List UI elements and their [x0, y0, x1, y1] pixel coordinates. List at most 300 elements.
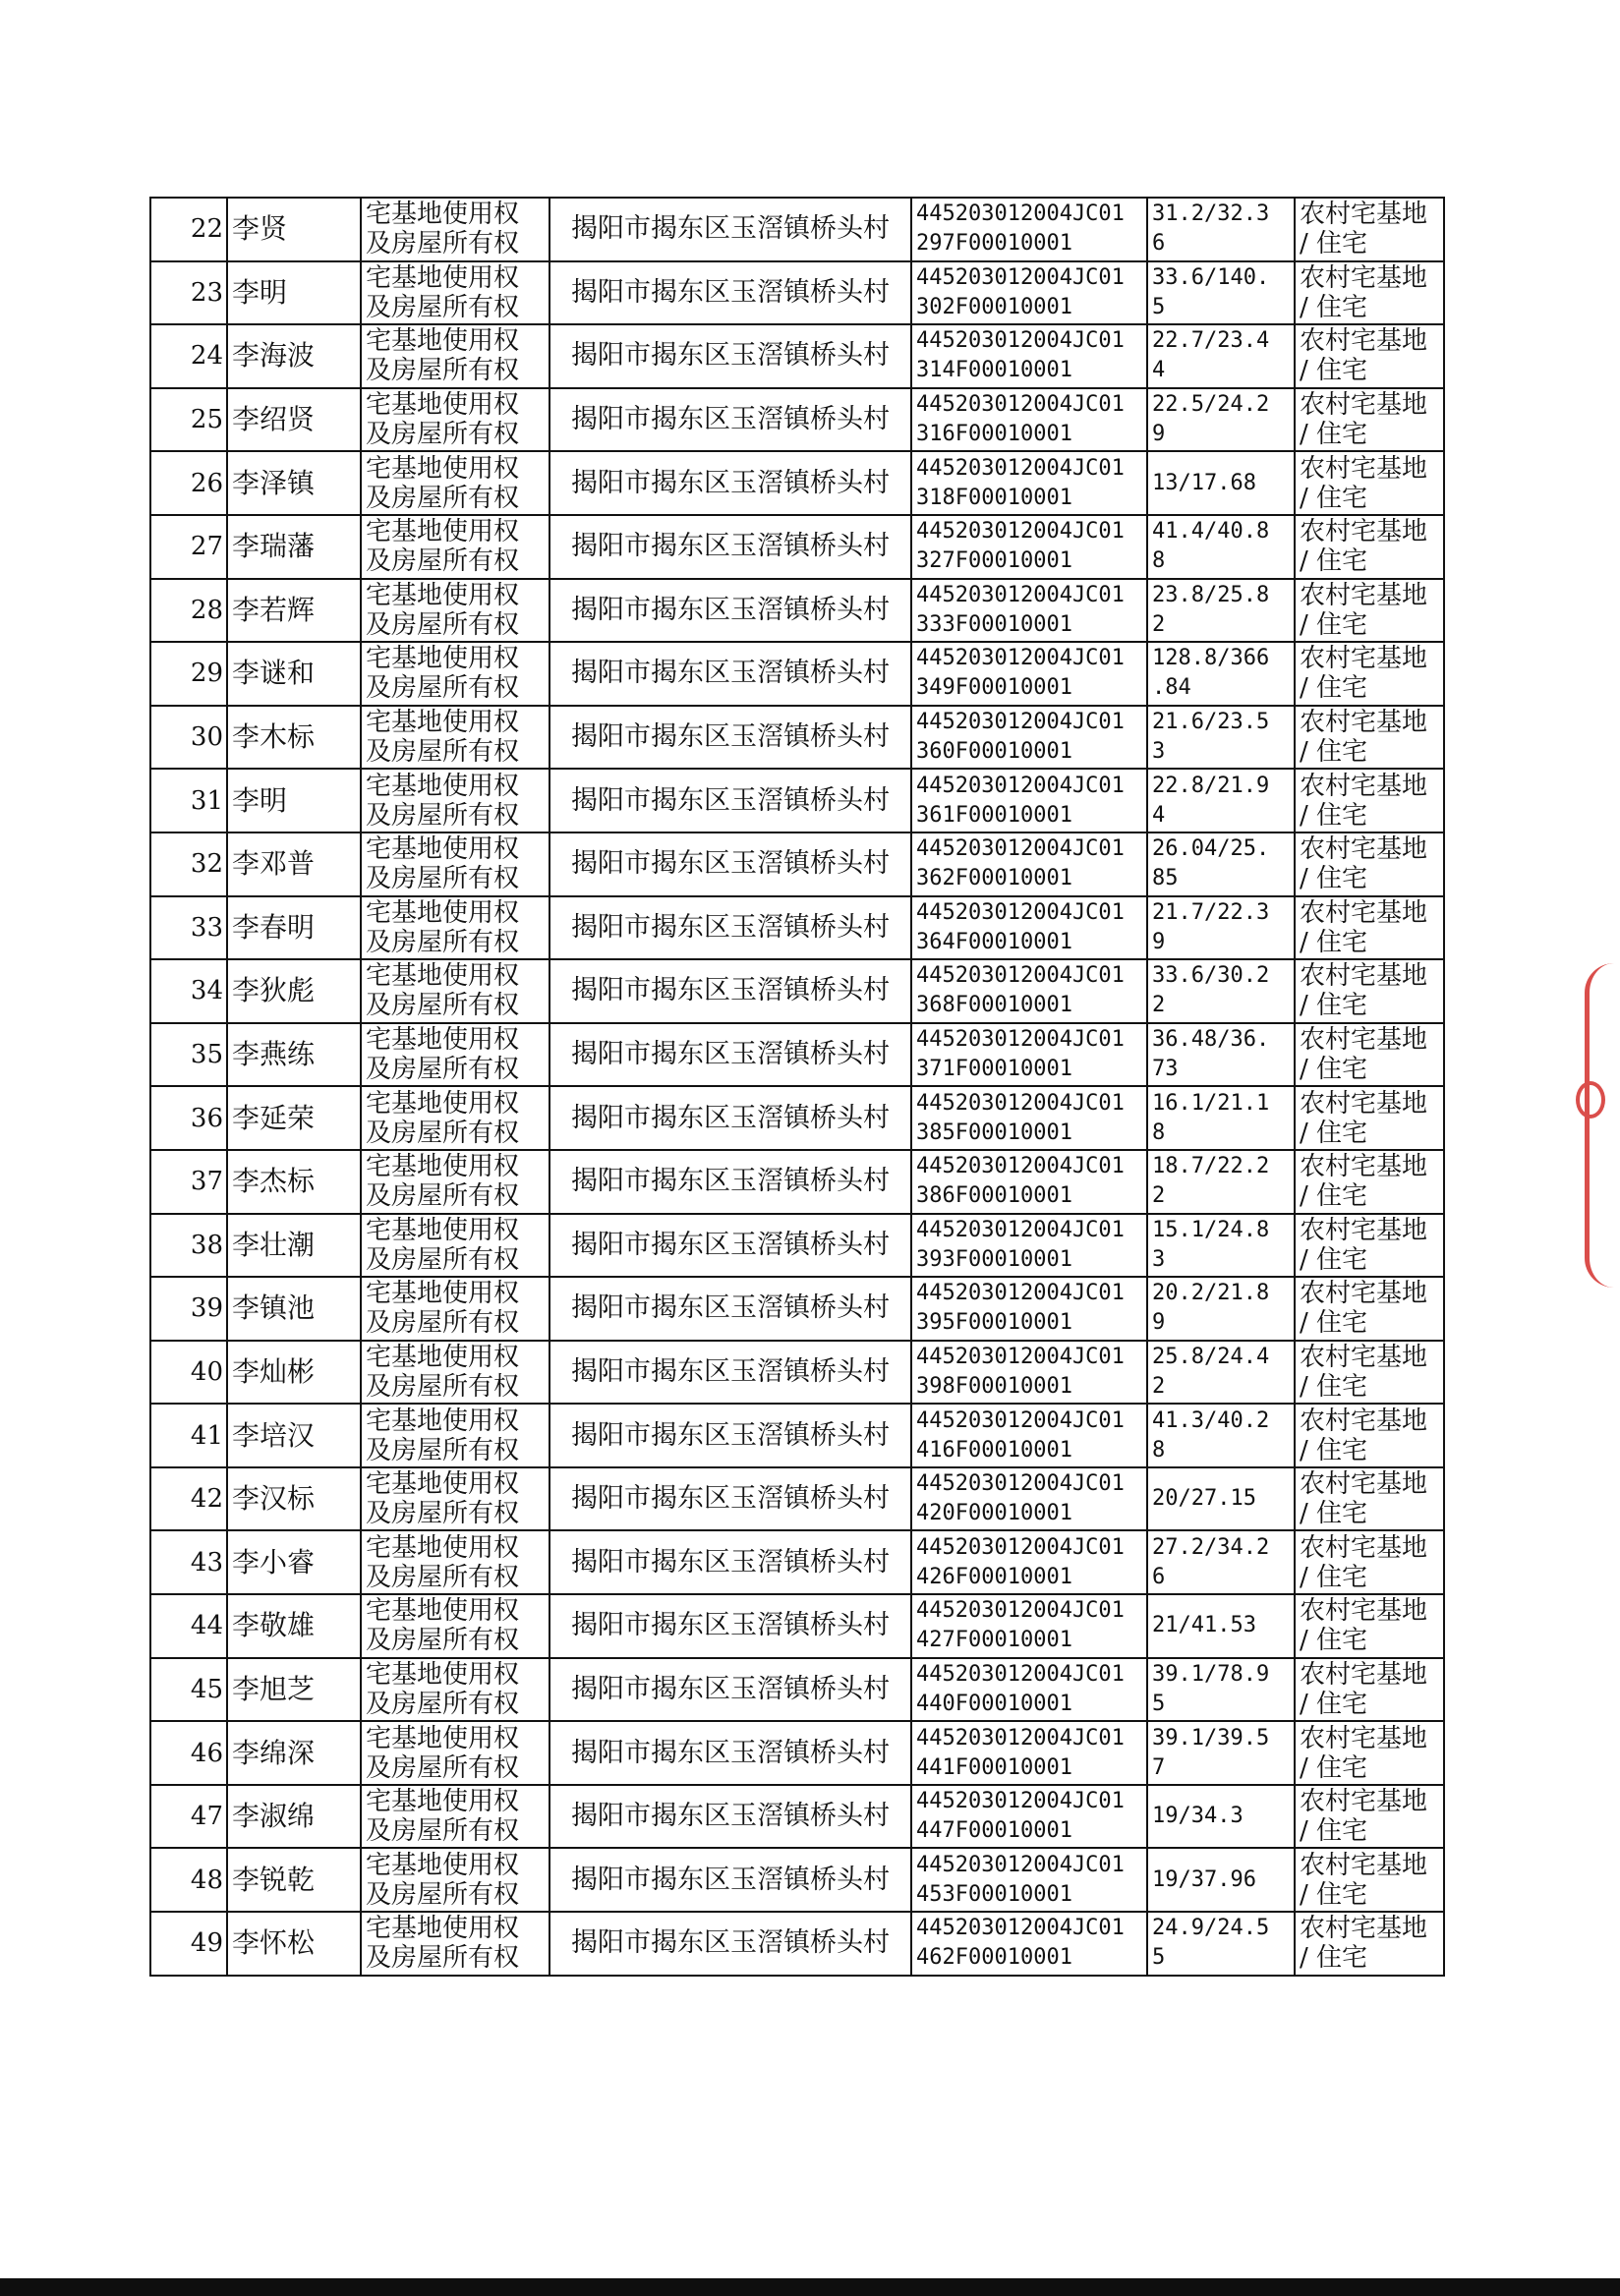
owner-name: 李泽镇: [232, 466, 316, 499]
table-row: [150, 1785, 1444, 1849]
area-value-cell: [1147, 451, 1295, 515]
table-row: [150, 198, 1444, 261]
owner-name-cell: [227, 769, 361, 832]
land-use-cell: [1295, 1277, 1444, 1341]
unit-code-cell: [911, 198, 1147, 261]
row-number-cell: [150, 832, 227, 896]
land-use: 农村宅基地 / 住宅: [1300, 1596, 1428, 1656]
row-number: 39: [190, 1293, 223, 1324]
owner-name-cell: [227, 388, 361, 452]
row-number-cell: [150, 1341, 227, 1405]
property-address: 揭阳市揭东区玉滘镇桥头村: [571, 531, 890, 562]
property-address-cell: [550, 1530, 911, 1594]
property-address: 揭阳市揭东区玉滘镇桥头村: [571, 213, 890, 245]
property-address: 揭阳市揭东区玉滘镇桥头村: [571, 1166, 890, 1197]
right-type: 宅基地使用权 及房屋所有权: [366, 1659, 520, 1719]
owner-name: 李明: [232, 275, 288, 309]
area-value: 41.4/40.8 8: [1152, 519, 1270, 574]
land-use-cell: [1295, 324, 1444, 388]
table-row: [150, 515, 1444, 579]
owner-name-cell: [227, 959, 361, 1023]
unit-code: 445203012004JC01 333F00010001: [916, 582, 1125, 637]
row-number-cell: [150, 959, 227, 1023]
right-type-cell: [361, 959, 550, 1023]
area-value-cell: [1147, 642, 1295, 706]
area-value: 19/37.96: [1152, 1866, 1256, 1892]
land-use: 农村宅基地 / 住宅: [1300, 262, 1428, 322]
area-value: 33.6/30.2 2: [1152, 963, 1270, 1018]
property-address-cell: [550, 324, 911, 388]
unit-code: 445203012004JC01 302F00010001: [916, 264, 1125, 319]
right-type: 宅基地使用权 及房屋所有权: [366, 1406, 520, 1465]
property-address-cell: [550, 198, 911, 261]
area-value-cell: [1147, 1658, 1295, 1722]
row-number-cell: [150, 579, 227, 643]
owner-name-cell: [227, 642, 361, 706]
row-number: 22: [190, 214, 223, 245]
area-value: 20/27.15: [1152, 1486, 1256, 1512]
land-use-cell: [1295, 579, 1444, 643]
owner-name-cell: [227, 1785, 361, 1849]
area-value: 25.8/24.4 2: [1152, 1344, 1270, 1399]
owner-name-cell: [227, 1467, 361, 1531]
right-type-cell: [361, 324, 550, 388]
property-address-cell: [550, 769, 911, 832]
owner-name-cell: [227, 1341, 361, 1405]
table-row: [150, 579, 1444, 643]
right-type-cell: [361, 1214, 550, 1278]
property-address: 揭阳市揭东区玉滘镇桥头村: [571, 975, 890, 1006]
row-number: 47: [190, 1802, 223, 1832]
right-type: 宅基地使用权 及房屋所有权: [366, 262, 520, 322]
row-number: 28: [190, 595, 223, 625]
area-value: 128.8/366 .84: [1152, 646, 1270, 701]
area-value-cell: [1147, 1721, 1295, 1785]
owner-name-cell: [227, 1214, 361, 1278]
right-type: 宅基地使用权 及房屋所有权: [366, 1787, 520, 1847]
row-number-cell: [150, 1785, 227, 1849]
land-use: 农村宅基地 / 住宅: [1300, 453, 1428, 513]
table-row: [150, 832, 1444, 896]
area-value-cell: [1147, 959, 1295, 1023]
right-type: 宅基地使用权 及房屋所有权: [366, 1088, 520, 1148]
unit-code: 445203012004JC01 398F00010001: [916, 1344, 1125, 1399]
unit-code-cell: [911, 1912, 1147, 1976]
area-value-cell: [1147, 1530, 1295, 1594]
area-value-cell: [1147, 1214, 1295, 1278]
owner-name: 李贤: [232, 212, 288, 246]
right-type: 宅基地使用权 及房屋所有权: [366, 517, 520, 577]
land-use-cell: [1295, 1214, 1444, 1278]
property-address-cell: [550, 1023, 911, 1087]
property-address: 揭阳市揭东区玉滘镇桥头村: [571, 1927, 890, 1959]
property-address-cell: [550, 1150, 911, 1214]
right-type: 宅基地使用权 及房屋所有权: [366, 1215, 520, 1275]
land-use: 农村宅基地 / 住宅: [1300, 1469, 1428, 1529]
right-type-cell: [361, 1277, 550, 1341]
area-value-cell: [1147, 1086, 1295, 1150]
land-use-cell: [1295, 1467, 1444, 1531]
owner-name: 李燕练: [232, 1038, 316, 1071]
land-use-cell: [1295, 261, 1444, 325]
unit-code: 445203012004JC01 364F00010001: [916, 899, 1125, 954]
unit-code-cell: [911, 832, 1147, 896]
row-number-cell: [150, 1277, 227, 1341]
owner-name: 李汉标: [232, 1482, 316, 1516]
right-type-cell: [361, 1785, 550, 1849]
row-number: 43: [190, 1547, 223, 1578]
owner-name-cell: [227, 515, 361, 579]
land-use-cell: [1295, 1150, 1444, 1214]
right-type-cell: [361, 896, 550, 960]
owner-name-cell: [227, 1404, 361, 1467]
owner-name: 李谜和: [232, 657, 316, 690]
right-type-cell: [361, 1467, 550, 1531]
owner-name: 李镇池: [232, 1292, 316, 1325]
area-value: 36.48/36. 73: [1152, 1027, 1270, 1082]
land-use-cell: [1295, 451, 1444, 515]
owner-name: 李旭芝: [232, 1672, 316, 1705]
table-row: [150, 1912, 1444, 1976]
row-number: 49: [190, 1928, 223, 1959]
area-value: 23.8/25.8 2: [1152, 582, 1270, 637]
land-use: 农村宅基地 / 住宅: [1300, 326, 1428, 386]
table-row: [150, 1848, 1444, 1912]
land-use: 农村宅基地 / 住宅: [1300, 1215, 1428, 1275]
owner-name: 李壮潮: [232, 1228, 316, 1261]
property-address: 揭阳市揭东区玉滘镇桥头村: [571, 1673, 890, 1704]
table-row: [150, 1530, 1444, 1594]
unit-code-cell: [911, 1214, 1147, 1278]
area-value-cell: [1147, 1912, 1295, 1976]
table-row: [150, 1023, 1444, 1087]
row-number: 24: [190, 341, 223, 372]
unit-code-cell: [911, 1086, 1147, 1150]
area-value: 22.5/24.2 9: [1152, 392, 1270, 447]
unit-code-cell: [911, 642, 1147, 706]
area-value-cell: [1147, 1785, 1295, 1849]
right-type-cell: [361, 1912, 550, 1976]
property-address: 揭阳市揭东区玉滘镇桥头村: [571, 1737, 890, 1768]
area-value: 13/17.68: [1152, 470, 1256, 495]
land-use: 农村宅基地 / 住宅: [1300, 1723, 1428, 1783]
row-number: 37: [190, 1167, 223, 1197]
owner-name: 李敬雄: [232, 1609, 316, 1642]
unit-code: 445203012004JC01 427F00010001: [916, 1598, 1125, 1653]
right-type: 宅基地使用权 及房屋所有权: [366, 390, 520, 450]
row-number-cell: [150, 1023, 227, 1087]
unit-code-cell: [911, 959, 1147, 1023]
area-value-cell: [1147, 1848, 1295, 1912]
area-value: 21/41.53: [1152, 1613, 1256, 1638]
right-type: 宅基地使用权 及房屋所有权: [366, 200, 520, 259]
property-address: 揭阳市揭东区玉滘镇桥头村: [571, 1864, 890, 1895]
right-type: 宅基地使用权 及房屋所有权: [366, 580, 520, 640]
unit-code: 445203012004JC01 462F00010001: [916, 1916, 1125, 1971]
scan-bottom-edge: [0, 2278, 1620, 2296]
land-use: 农村宅基地 / 住宅: [1300, 200, 1428, 259]
property-address-cell: [550, 579, 911, 643]
table-row: [150, 1721, 1444, 1785]
table-row: [150, 1404, 1444, 1467]
row-number: 25: [190, 405, 223, 435]
property-address: 揭阳市揭东区玉滘镇桥头村: [571, 467, 890, 498]
row-number: 34: [190, 976, 223, 1006]
owner-name: 李绍贤: [232, 403, 316, 436]
unit-code-cell: [911, 1594, 1147, 1658]
property-address: 揭阳市揭东区玉滘镇桥头村: [571, 1229, 890, 1260]
land-use: 农村宅基地 / 住宅: [1300, 1342, 1428, 1402]
property-address-cell: [550, 896, 911, 960]
land-use: 农村宅基地 / 住宅: [1300, 1914, 1428, 1974]
owner-name-cell: [227, 1530, 361, 1594]
land-use-cell: [1295, 1912, 1444, 1976]
area-value: 21.7/22.3 9: [1152, 899, 1270, 954]
area-value: 15.1/24.8 3: [1152, 1217, 1270, 1272]
row-number-cell: [150, 1530, 227, 1594]
land-use: 农村宅基地 / 住宅: [1300, 1406, 1428, 1465]
table-body: [150, 198, 1444, 1976]
right-type-cell: [361, 1530, 550, 1594]
land-use-cell: [1295, 388, 1444, 452]
area-value: 41.3/40.2 8: [1152, 1407, 1270, 1463]
property-address-cell: [550, 1658, 911, 1722]
property-address: 揭阳市揭东区玉滘镇桥头村: [571, 721, 890, 753]
unit-code-cell: [911, 1277, 1147, 1341]
row-number-cell: [150, 1150, 227, 1214]
unit-code: 445203012004JC01 368F00010001: [916, 963, 1125, 1018]
right-type: 宅基地使用权 及房屋所有权: [366, 1850, 520, 1910]
property-address-cell: [550, 1404, 911, 1467]
right-type-cell: [361, 198, 550, 261]
row-number: 44: [190, 1611, 223, 1641]
area-value: 33.6/140. 5: [1152, 264, 1270, 319]
row-number-cell: [150, 1721, 227, 1785]
table-row: [150, 451, 1444, 515]
unit-code-cell: [911, 1150, 1147, 1214]
land-use-cell: [1295, 1594, 1444, 1658]
land-use-cell: [1295, 832, 1444, 896]
land-use-cell: [1295, 515, 1444, 579]
property-address-cell: [550, 642, 911, 706]
owner-name: 李绵深: [232, 1736, 316, 1769]
property-address-cell: [550, 1848, 911, 1912]
area-value-cell: [1147, 515, 1295, 579]
row-number-cell: [150, 388, 227, 452]
area-value-cell: [1147, 261, 1295, 325]
right-type: 宅基地使用权 及房屋所有权: [366, 1025, 520, 1085]
right-type-cell: [361, 1848, 550, 1912]
right-type: 宅基地使用权 及房屋所有权: [366, 1723, 520, 1783]
area-value: 22.8/21.9 4: [1152, 773, 1270, 828]
owner-name-cell: [227, 1912, 361, 1976]
row-number: 32: [190, 849, 223, 880]
table-row: [150, 1341, 1444, 1405]
unit-code: 445203012004JC01 440F00010001: [916, 1661, 1125, 1716]
unit-code-cell: [911, 706, 1147, 770]
property-address: 揭阳市揭东区玉滘镇桥头村: [571, 1610, 890, 1641]
owner-name: 李木标: [232, 720, 316, 754]
area-value: 26.04/25. 85: [1152, 836, 1270, 891]
area-value: 24.9/24.5 5: [1152, 1916, 1270, 1971]
land-use-cell: [1295, 1341, 1444, 1405]
property-address: 揭阳市揭东区玉滘镇桥头村: [571, 848, 890, 880]
table-row: [150, 642, 1444, 706]
property-address-cell: [550, 1086, 911, 1150]
property-address-cell: [550, 1721, 911, 1785]
area-value-cell: [1147, 896, 1295, 960]
owner-name: 李灿彬: [232, 1354, 316, 1388]
area-value-cell: [1147, 1023, 1295, 1087]
property-address-cell: [550, 706, 911, 770]
property-address-cell: [550, 261, 911, 325]
land-use-cell: [1295, 1848, 1444, 1912]
area-value-cell: [1147, 769, 1295, 832]
owner-name: 李淑绵: [232, 1800, 316, 1833]
row-number-cell: [150, 706, 227, 770]
red-seal-stamp-edge: [1585, 963, 1620, 1288]
area-value: 39.1/78.9 5: [1152, 1661, 1270, 1716]
unit-code-cell: [911, 769, 1147, 832]
property-address: 揭阳市揭东区玉滘镇桥头村: [571, 1102, 890, 1133]
owner-name: 李瑞藩: [232, 530, 316, 563]
area-value-cell: [1147, 706, 1295, 770]
unit-code: 445203012004JC01 327F00010001: [916, 519, 1125, 574]
row-number: 30: [190, 722, 223, 753]
unit-code: 445203012004JC01 416F00010001: [916, 1407, 1125, 1463]
right-type-cell: [361, 261, 550, 325]
unit-code: 445203012004JC01 360F00010001: [916, 710, 1125, 765]
property-address-cell: [550, 1912, 911, 1976]
owner-name-cell: [227, 1848, 361, 1912]
row-number-cell: [150, 1658, 227, 1722]
unit-code-cell: [911, 261, 1147, 325]
land-use: 农村宅基地 / 住宅: [1300, 1088, 1428, 1148]
owner-name: 李若辉: [232, 593, 316, 626]
unit-code-cell: [911, 1530, 1147, 1594]
table-row: [150, 896, 1444, 960]
owner-name-cell: [227, 1023, 361, 1087]
row-number: 31: [190, 785, 223, 816]
row-number: 38: [190, 1230, 223, 1260]
area-value-cell: [1147, 1467, 1295, 1531]
unit-code: 445203012004JC01 420F00010001: [916, 1471, 1125, 1526]
land-use: 农村宅基地 / 住宅: [1300, 390, 1428, 450]
row-number: 27: [190, 532, 223, 562]
unit-code-cell: [911, 515, 1147, 579]
land-use: 农村宅基地 / 住宅: [1300, 1532, 1428, 1592]
unit-code: 445203012004JC01 386F00010001: [916, 1154, 1125, 1209]
row-number: 42: [190, 1484, 223, 1515]
row-number: 33: [190, 912, 223, 943]
land-use-cell: [1295, 1086, 1444, 1150]
row-number: 40: [190, 1356, 223, 1387]
property-address: 揭阳市揭东区玉滘镇桥头村: [571, 1483, 890, 1515]
table-row: [150, 1214, 1444, 1278]
area-value: 16.1/21.1 8: [1152, 1090, 1270, 1145]
registry-table-container: [149, 197, 1445, 1977]
unit-code-cell: [911, 1341, 1147, 1405]
area-value: 20.2/21.8 9: [1152, 1281, 1270, 1336]
property-address-cell: [550, 1277, 911, 1341]
unit-code: 445203012004JC01 385F00010001: [916, 1090, 1125, 1145]
row-number: 23: [190, 277, 223, 308]
right-type-cell: [361, 515, 550, 579]
row-number-cell: [150, 261, 227, 325]
owner-name: 李邓普: [232, 847, 316, 881]
table-row: [150, 1467, 1444, 1531]
property-address-cell: [550, 1467, 911, 1531]
owner-name-cell: [227, 1658, 361, 1722]
land-use-cell: [1295, 1721, 1444, 1785]
table-row: [150, 388, 1444, 452]
unit-code: 445203012004JC01 362F00010001: [916, 836, 1125, 891]
table-row: [150, 1150, 1444, 1214]
owner-name: 李狄彪: [232, 974, 316, 1007]
unit-code-cell: [911, 896, 1147, 960]
property-address: 揭阳市揭东区玉滘镇桥头村: [571, 1419, 890, 1451]
area-value-cell: [1147, 324, 1295, 388]
property-registry-table: [149, 197, 1445, 1977]
right-type-cell: [361, 642, 550, 706]
owner-name-cell: [227, 261, 361, 325]
unit-code: 445203012004JC01 297F00010001: [916, 201, 1125, 257]
right-type: 宅基地使用权 及房屋所有权: [366, 961, 520, 1021]
table-row: [150, 261, 1444, 325]
owner-name-cell: [227, 1721, 361, 1785]
right-type: 宅基地使用权 及房屋所有权: [366, 1279, 520, 1339]
property-address-cell: [550, 959, 911, 1023]
area-value-cell: [1147, 388, 1295, 452]
right-type-cell: [361, 1658, 550, 1722]
unit-code: 445203012004JC01 395F00010001: [916, 1281, 1125, 1336]
land-use-cell: [1295, 1404, 1444, 1467]
right-type: 宅基地使用权 及房屋所有权: [366, 708, 520, 768]
right-type: 宅基地使用权 及房屋所有权: [366, 1914, 520, 1974]
property-address: 揭阳市揭东区玉滘镇桥头村: [571, 911, 890, 943]
row-number-cell: [150, 198, 227, 261]
row-number-cell: [150, 769, 227, 832]
owner-name-cell: [227, 324, 361, 388]
table-row: [150, 1086, 1444, 1150]
row-number-cell: [150, 1467, 227, 1531]
owner-name-cell: [227, 896, 361, 960]
land-use: 农村宅基地 / 住宅: [1300, 517, 1428, 577]
land-use: 农村宅基地 / 住宅: [1300, 961, 1428, 1021]
unit-code: 445203012004JC01 453F00010001: [916, 1852, 1125, 1907]
property-address: 揭阳市揭东区玉滘镇桥头村: [571, 404, 890, 435]
table-row: [150, 1658, 1444, 1722]
table-row: [150, 769, 1444, 832]
right-type: 宅基地使用权 及房屋所有权: [366, 453, 520, 513]
right-type-cell: [361, 1721, 550, 1785]
land-use: 农村宅基地 / 住宅: [1300, 1659, 1428, 1719]
row-number-cell: [150, 1912, 227, 1976]
property-address-cell: [550, 515, 911, 579]
row-number-cell: [150, 1404, 227, 1467]
unit-code-cell: [911, 1785, 1147, 1849]
land-use: 农村宅基地 / 住宅: [1300, 580, 1428, 640]
right-type-cell: [361, 1086, 550, 1150]
row-number: 45: [190, 1674, 223, 1704]
row-number: 36: [190, 1103, 223, 1133]
land-use-cell: [1295, 1530, 1444, 1594]
owner-name: 李锐乾: [232, 1863, 316, 1896]
land-use-cell: [1295, 642, 1444, 706]
right-type-cell: [361, 1594, 550, 1658]
property-address: 揭阳市揭东区玉滘镇桥头村: [571, 276, 890, 308]
unit-code-cell: [911, 579, 1147, 643]
